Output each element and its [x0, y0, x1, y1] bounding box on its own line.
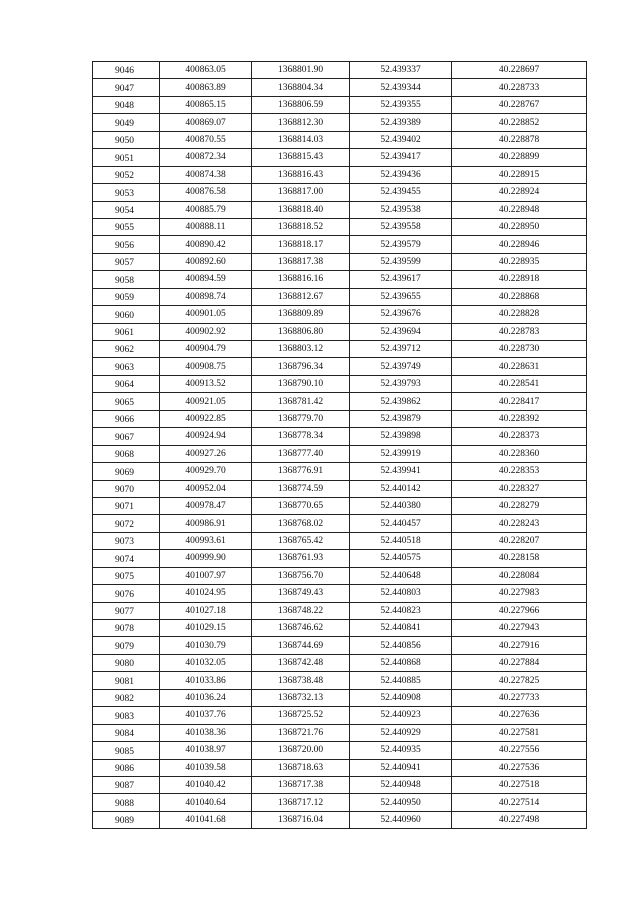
point-number-cell: 9059 [93, 288, 160, 305]
x-coordinate-cell: 401030.79 [160, 637, 252, 654]
longitude-cell: 40.228697 [452, 62, 587, 79]
latitude-cell: 52.440142 [350, 480, 452, 497]
point-number-cell: 9072 [93, 515, 160, 532]
table-row [93, 585, 587, 602]
y-coordinate-cell: 1368817.38 [252, 253, 350, 270]
point-number-cell: 9064 [93, 375, 160, 392]
latitude-cell: 52.439676 [350, 306, 452, 323]
latitude-cell: 52.439402 [350, 131, 452, 148]
longitude-cell: 40.228392 [452, 410, 587, 427]
latitude-cell: 52.440908 [350, 689, 452, 706]
point-number-cell: 9068 [93, 445, 160, 462]
y-coordinate-cell: 1368815.43 [252, 149, 350, 166]
y-coordinate-cell: 1368816.43 [252, 166, 350, 183]
y-coordinate-cell: 1368818.52 [252, 218, 350, 235]
longitude-cell: 40.227884 [452, 654, 587, 671]
y-coordinate-cell: 1368812.67 [252, 288, 350, 305]
latitude-cell: 52.440841 [350, 620, 452, 637]
table-row [93, 149, 587, 166]
point-number-cell: 9080 [93, 654, 160, 671]
y-coordinate-cell: 1368721.76 [252, 724, 350, 741]
table-row [93, 323, 587, 340]
x-coordinate-cell: 400978.47 [160, 497, 252, 514]
x-coordinate-cell: 401036.24 [160, 689, 252, 706]
point-number-cell: 9048 [93, 96, 160, 113]
latitude-cell: 52.439749 [350, 358, 452, 375]
x-coordinate-cell: 400865.15 [160, 96, 252, 113]
point-number-cell: 9069 [93, 463, 160, 480]
latitude-cell: 52.440923 [350, 707, 452, 724]
x-coordinate-cell: 400924.94 [160, 428, 252, 445]
table-row [93, 218, 587, 235]
latitude-cell: 52.440575 [350, 550, 452, 567]
table-row [93, 131, 587, 148]
x-coordinate-cell: 401040.42 [160, 776, 252, 793]
point-number-cell: 9078 [93, 620, 160, 637]
y-coordinate-cell: 1368720.00 [252, 742, 350, 759]
x-coordinate-cell: 401024.95 [160, 585, 252, 602]
y-coordinate-cell: 1368717.38 [252, 776, 350, 793]
longitude-cell: 40.227916 [452, 637, 587, 654]
x-coordinate-cell: 401038.97 [160, 742, 252, 759]
table-row [93, 515, 587, 532]
table-row [93, 306, 587, 323]
point-number-cell: 9073 [93, 532, 160, 549]
longitude-cell: 40.227581 [452, 724, 587, 741]
longitude-cell: 40.228243 [452, 515, 587, 532]
longitude-cell: 40.228878 [452, 131, 587, 148]
longitude-cell: 40.228084 [452, 567, 587, 584]
latitude-cell: 52.440935 [350, 742, 452, 759]
y-coordinate-cell: 1368756.70 [252, 567, 350, 584]
point-number-cell: 9081 [93, 672, 160, 689]
y-coordinate-cell: 1368776.91 [252, 463, 350, 480]
latitude-cell: 52.439355 [350, 96, 452, 113]
point-number-cell: 9088 [93, 794, 160, 811]
latitude-cell: 52.439941 [350, 463, 452, 480]
x-coordinate-cell: 400863.05 [160, 62, 252, 79]
point-number-cell: 9086 [93, 759, 160, 776]
longitude-cell: 40.228631 [452, 358, 587, 375]
point-number-cell: 9082 [93, 689, 160, 706]
table-row [93, 672, 587, 689]
x-coordinate-cell: 401041.68 [160, 811, 252, 828]
latitude-cell: 52.440518 [350, 532, 452, 549]
table-row [93, 637, 587, 654]
longitude-cell: 40.228783 [452, 323, 587, 340]
latitude-cell: 52.439862 [350, 393, 452, 410]
y-coordinate-cell: 1368803.12 [252, 341, 350, 358]
table-row [93, 341, 587, 358]
latitude-cell: 52.439599 [350, 253, 452, 270]
longitude-cell: 40.227514 [452, 794, 587, 811]
y-coordinate-cell: 1368738.48 [252, 672, 350, 689]
latitude-cell: 52.439898 [350, 428, 452, 445]
latitude-cell: 52.439919 [350, 445, 452, 462]
x-coordinate-cell: 400922.85 [160, 410, 252, 427]
y-coordinate-cell: 1368818.17 [252, 236, 350, 253]
table-row [93, 114, 587, 131]
y-coordinate-cell: 1368816.16 [252, 271, 350, 288]
table-row [93, 445, 587, 462]
y-coordinate-cell: 1368809.89 [252, 306, 350, 323]
longitude-cell: 40.228915 [452, 166, 587, 183]
x-coordinate-cell: 400885.79 [160, 201, 252, 218]
y-coordinate-cell: 1368744.69 [252, 637, 350, 654]
latitude-cell: 52.439455 [350, 184, 452, 201]
latitude-cell: 52.439793 [350, 375, 452, 392]
longitude-cell: 40.228279 [452, 497, 587, 514]
latitude-cell: 52.440950 [350, 794, 452, 811]
latitude-cell: 52.439879 [350, 410, 452, 427]
latitude-cell: 52.439389 [350, 114, 452, 131]
table-row [93, 184, 587, 201]
point-number-cell: 9075 [93, 567, 160, 584]
table-row [93, 375, 587, 392]
x-coordinate-cell: 400921.05 [160, 393, 252, 410]
x-coordinate-cell: 400874.38 [160, 166, 252, 183]
longitude-cell: 40.228828 [452, 306, 587, 323]
latitude-cell: 52.439337 [350, 62, 452, 79]
longitude-cell: 40.228158 [452, 550, 587, 567]
table-row [93, 602, 587, 619]
point-number-cell: 9046 [93, 62, 160, 79]
longitude-cell: 40.227943 [452, 620, 587, 637]
point-number-cell: 9062 [93, 341, 160, 358]
point-number-cell: 9063 [93, 358, 160, 375]
x-coordinate-cell: 401037.76 [160, 707, 252, 724]
x-coordinate-cell: 400890.42 [160, 236, 252, 253]
y-coordinate-cell: 1368765.42 [252, 532, 350, 549]
latitude-cell: 52.440948 [350, 776, 452, 793]
point-number-cell: 9052 [93, 166, 160, 183]
table-row [93, 794, 587, 811]
latitude-cell: 52.440868 [350, 654, 452, 671]
longitude-cell: 40.228899 [452, 149, 587, 166]
x-coordinate-cell: 400869.07 [160, 114, 252, 131]
longitude-cell: 40.227966 [452, 602, 587, 619]
longitude-cell: 40.228417 [452, 393, 587, 410]
table-row [93, 654, 587, 671]
y-coordinate-cell: 1368748.22 [252, 602, 350, 619]
point-number-cell: 9061 [93, 323, 160, 340]
y-coordinate-cell: 1368777.40 [252, 445, 350, 462]
y-coordinate-cell: 1368716.04 [252, 811, 350, 828]
x-coordinate-cell: 401032.05 [160, 654, 252, 671]
table-row [93, 201, 587, 218]
y-coordinate-cell: 1368790.10 [252, 375, 350, 392]
longitude-cell: 40.228541 [452, 375, 587, 392]
latitude-cell: 52.439344 [350, 79, 452, 96]
y-coordinate-cell: 1368770.65 [252, 497, 350, 514]
y-coordinate-cell: 1368818.40 [252, 201, 350, 218]
longitude-cell: 40.228918 [452, 271, 587, 288]
point-number-cell: 9066 [93, 410, 160, 427]
x-coordinate-cell: 401040.64 [160, 794, 252, 811]
table-row [93, 480, 587, 497]
longitude-cell: 40.228730 [452, 341, 587, 358]
longitude-cell: 40.227825 [452, 672, 587, 689]
x-coordinate-cell: 400898.74 [160, 288, 252, 305]
point-number-cell: 9077 [93, 602, 160, 619]
latitude-cell: 52.439558 [350, 218, 452, 235]
longitude-cell: 40.228327 [452, 480, 587, 497]
x-coordinate-cell: 400876.58 [160, 184, 252, 201]
coordinates-table [92, 61, 587, 829]
point-number-cell: 9083 [93, 707, 160, 724]
longitude-cell: 40.228207 [452, 532, 587, 549]
y-coordinate-cell: 1368796.34 [252, 358, 350, 375]
y-coordinate-cell: 1368781.42 [252, 393, 350, 410]
table-row [93, 288, 587, 305]
y-coordinate-cell: 1368774.59 [252, 480, 350, 497]
latitude-cell: 52.440380 [350, 497, 452, 514]
point-number-cell: 9049 [93, 114, 160, 131]
longitude-cell: 40.227498 [452, 811, 587, 828]
x-coordinate-cell: 401033.86 [160, 672, 252, 689]
point-number-cell: 9079 [93, 637, 160, 654]
longitude-cell: 40.228924 [452, 184, 587, 201]
point-number-cell: 9056 [93, 236, 160, 253]
y-coordinate-cell: 1368814.03 [252, 131, 350, 148]
table-row [93, 724, 587, 741]
table-row [93, 567, 587, 584]
point-number-cell: 9058 [93, 271, 160, 288]
x-coordinate-cell: 400892.60 [160, 253, 252, 270]
point-number-cell: 9067 [93, 428, 160, 445]
x-coordinate-cell: 401007.97 [160, 567, 252, 584]
latitude-cell: 52.439712 [350, 341, 452, 358]
longitude-cell: 40.227518 [452, 776, 587, 793]
table-row [93, 776, 587, 793]
y-coordinate-cell: 1368779.70 [252, 410, 350, 427]
y-coordinate-cell: 1368806.59 [252, 96, 350, 113]
latitude-cell: 52.439417 [350, 149, 452, 166]
table-row [93, 62, 587, 79]
point-number-cell: 9087 [93, 776, 160, 793]
x-coordinate-cell: 401039.58 [160, 759, 252, 776]
y-coordinate-cell: 1368761.93 [252, 550, 350, 567]
table-row [93, 550, 587, 567]
longitude-cell: 40.227733 [452, 689, 587, 706]
latitude-cell: 52.440960 [350, 811, 452, 828]
point-number-cell: 9070 [93, 480, 160, 497]
x-coordinate-cell: 400929.70 [160, 463, 252, 480]
y-coordinate-cell: 1368778.34 [252, 428, 350, 445]
longitude-cell: 40.228353 [452, 463, 587, 480]
y-coordinate-cell: 1368732.13 [252, 689, 350, 706]
x-coordinate-cell: 400913.52 [160, 375, 252, 392]
y-coordinate-cell: 1368742.48 [252, 654, 350, 671]
table-row [93, 742, 587, 759]
point-number-cell: 9076 [93, 585, 160, 602]
longitude-cell: 40.228946 [452, 236, 587, 253]
latitude-cell: 52.439436 [350, 166, 452, 183]
longitude-cell: 40.228373 [452, 428, 587, 445]
latitude-cell: 52.439655 [350, 288, 452, 305]
latitude-cell: 52.439579 [350, 236, 452, 253]
x-coordinate-cell: 400888.11 [160, 218, 252, 235]
y-coordinate-cell: 1368768.02 [252, 515, 350, 532]
y-coordinate-cell: 1368725.52 [252, 707, 350, 724]
point-number-cell: 9060 [93, 306, 160, 323]
x-coordinate-cell: 401027.18 [160, 602, 252, 619]
table-row [93, 253, 587, 270]
table-row [93, 707, 587, 724]
point-number-cell: 9050 [93, 131, 160, 148]
y-coordinate-cell: 1368806.80 [252, 323, 350, 340]
latitude-cell: 52.440929 [350, 724, 452, 741]
point-number-cell: 9051 [93, 149, 160, 166]
longitude-cell: 40.227536 [452, 759, 587, 776]
longitude-cell: 40.227983 [452, 585, 587, 602]
y-coordinate-cell: 1368801.90 [252, 62, 350, 79]
x-coordinate-cell: 400993.61 [160, 532, 252, 549]
longitude-cell: 40.228948 [452, 201, 587, 218]
point-number-cell: 9071 [93, 497, 160, 514]
x-coordinate-cell: 400999.90 [160, 550, 252, 567]
point-number-cell: 9089 [93, 811, 160, 828]
longitude-cell: 40.227556 [452, 742, 587, 759]
y-coordinate-cell: 1368749.43 [252, 585, 350, 602]
x-coordinate-cell: 400902.92 [160, 323, 252, 340]
x-coordinate-cell: 400952.04 [160, 480, 252, 497]
x-coordinate-cell: 400894.59 [160, 271, 252, 288]
latitude-cell: 52.439538 [350, 201, 452, 218]
latitude-cell: 52.440803 [350, 585, 452, 602]
point-number-cell: 9055 [93, 218, 160, 235]
table-row [93, 811, 587, 828]
x-coordinate-cell: 400901.05 [160, 306, 252, 323]
table-row [93, 393, 587, 410]
table-row [93, 428, 587, 445]
x-coordinate-cell: 400870.55 [160, 131, 252, 148]
latitude-cell: 52.440941 [350, 759, 452, 776]
x-coordinate-cell: 400986.91 [160, 515, 252, 532]
latitude-cell: 52.439694 [350, 323, 452, 340]
y-coordinate-cell: 1368718.63 [252, 759, 350, 776]
longitude-cell: 40.228868 [452, 288, 587, 305]
table-row [93, 689, 587, 706]
y-coordinate-cell: 1368746.62 [252, 620, 350, 637]
point-number-cell: 9085 [93, 742, 160, 759]
longitude-cell: 40.228935 [452, 253, 587, 270]
table-row [93, 96, 587, 113]
table-row [93, 236, 587, 253]
x-coordinate-cell: 400908.75 [160, 358, 252, 375]
table-row [93, 497, 587, 514]
x-coordinate-cell: 400904.79 [160, 341, 252, 358]
latitude-cell: 52.439617 [350, 271, 452, 288]
table-row [93, 759, 587, 776]
point-number-cell: 9053 [93, 184, 160, 201]
x-coordinate-cell: 400872.34 [160, 149, 252, 166]
table-row [93, 532, 587, 549]
table-row [93, 463, 587, 480]
coordinates-table-body [93, 62, 587, 829]
table-row [93, 79, 587, 96]
y-coordinate-cell: 1368717.12 [252, 794, 350, 811]
table-row [93, 166, 587, 183]
point-number-cell: 9047 [93, 79, 160, 96]
y-coordinate-cell: 1368804.34 [252, 79, 350, 96]
x-coordinate-cell: 400927.26 [160, 445, 252, 462]
table-row [93, 620, 587, 637]
point-number-cell: 9065 [93, 393, 160, 410]
point-number-cell: 9084 [93, 724, 160, 741]
table-row [93, 410, 587, 427]
point-number-cell: 9054 [93, 201, 160, 218]
longitude-cell: 40.227636 [452, 707, 587, 724]
longitude-cell: 40.228360 [452, 445, 587, 462]
table-row [93, 358, 587, 375]
longitude-cell: 40.228950 [452, 218, 587, 235]
y-coordinate-cell: 1368817.00 [252, 184, 350, 201]
x-coordinate-cell: 400863.89 [160, 79, 252, 96]
latitude-cell: 52.440885 [350, 672, 452, 689]
x-coordinate-cell: 401038.36 [160, 724, 252, 741]
table-row [93, 271, 587, 288]
longitude-cell: 40.228852 [452, 114, 587, 131]
latitude-cell: 52.440856 [350, 637, 452, 654]
point-number-cell: 9057 [93, 253, 160, 270]
latitude-cell: 52.440823 [350, 602, 452, 619]
latitude-cell: 52.440648 [350, 567, 452, 584]
longitude-cell: 40.228733 [452, 79, 587, 96]
latitude-cell: 52.440457 [350, 515, 452, 532]
longitude-cell: 40.228767 [452, 96, 587, 113]
x-coordinate-cell: 401029.15 [160, 620, 252, 637]
point-number-cell: 9074 [93, 550, 160, 567]
y-coordinate-cell: 1368812.30 [252, 114, 350, 131]
